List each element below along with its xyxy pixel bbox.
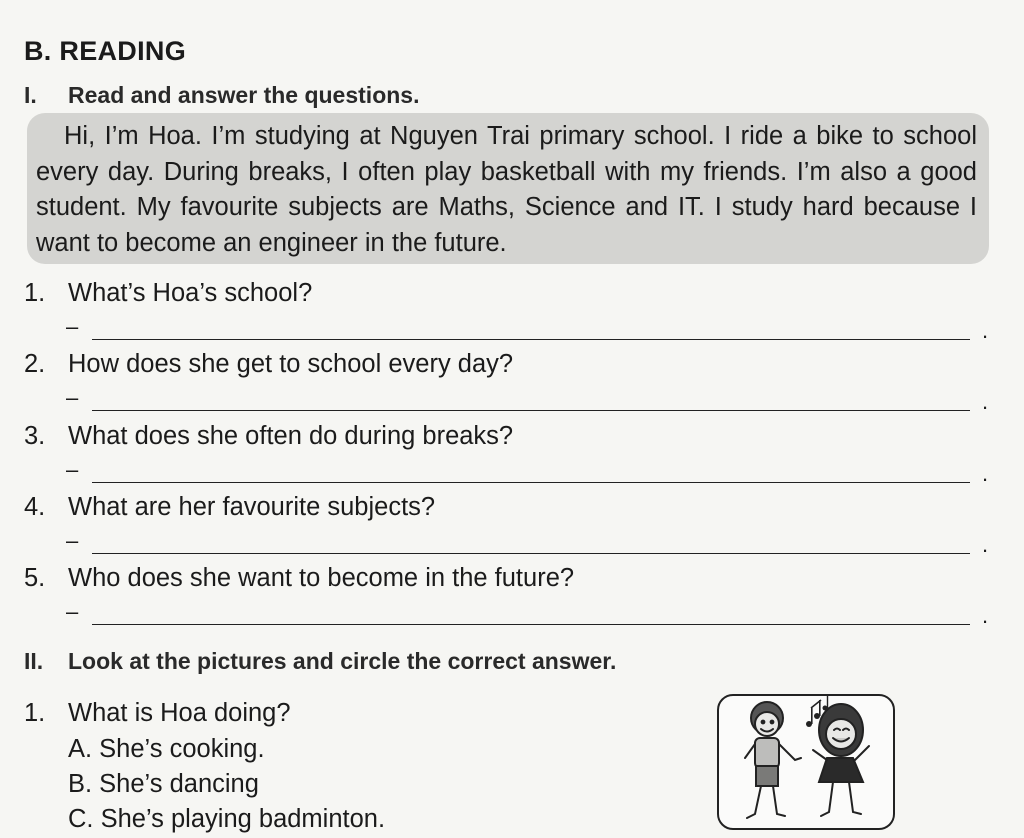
question-3-text: What does she often do during breaks? [68,422,514,450]
question-5-text: Who does she want to become in the future? [68,564,575,592]
answer-2-dash: – [66,385,79,410]
question-5 [24,564,574,593]
answer-4-dash: – [66,528,79,553]
answer-2-line[interactable] [92,410,970,411]
question-4-text: What are her favourite subjects? [68,493,436,521]
part-1-title: Read and answer the questions. [68,82,420,108]
answer-3-period: . [982,461,989,486]
answer-5-period: . [982,603,989,628]
section-title: B. READING [24,36,187,66]
part-2-heading [24,648,616,675]
picture-children-dancing [717,694,895,830]
question-3 [24,422,513,451]
part-2-title: Look at the pictures and circle the correct answer. [68,648,617,674]
question-2 [24,350,513,379]
part-2-question-1-number: 1. [24,699,46,727]
question-1-text: What’s Hoa’s school? [68,279,313,307]
part-1-heading [24,82,419,109]
question-2-text: How does she get to school every day? [68,350,514,378]
answer-4-line[interactable] [92,553,970,554]
passage-text: Hi, I’m Hoa. I’m studying at Nguyen Trai primary school. I ride a bike to school every day. During breaks, I often play basketball with my friends. I’m also a good student. My favourite subjects are Maths, Science and IT. I study hard because I want to become an engineer in the future. [36,122,977,257]
question-3-number: 3. [24,422,46,450]
part-1-number: I. [24,82,37,108]
option-c[interactable]: C. She’s playing badminton. [68,805,386,833]
question-4-number: 4. [24,493,46,521]
option-b[interactable]: B. She’s dancing [68,770,259,798]
question-5-number: 5. [24,564,46,592]
option-a[interactable]: A. She’s cooking. [68,735,265,763]
question-1 [24,279,312,308]
answer-1-dash: – [66,314,79,339]
answer-5-line[interactable] [92,624,970,625]
answer-2-period: . [982,389,989,414]
answer-1-line[interactable] [92,339,970,340]
answer-5-dash: – [66,599,79,624]
answer-3-line[interactable] [92,482,970,483]
part-2-question-1 [24,699,291,728]
answer-4-period: . [982,532,989,557]
reading-passage [27,113,989,264]
answer-3-dash: – [66,457,79,482]
question-1-number: 1. [24,279,46,307]
answer-1-period: . [982,318,989,343]
question-4 [24,493,435,522]
question-2-number: 2. [24,350,46,378]
part-2-question-1-text: What is Hoa doing? [68,699,291,727]
part-2-number: II. [24,648,44,674]
dancing-children-illustration [719,696,893,828]
